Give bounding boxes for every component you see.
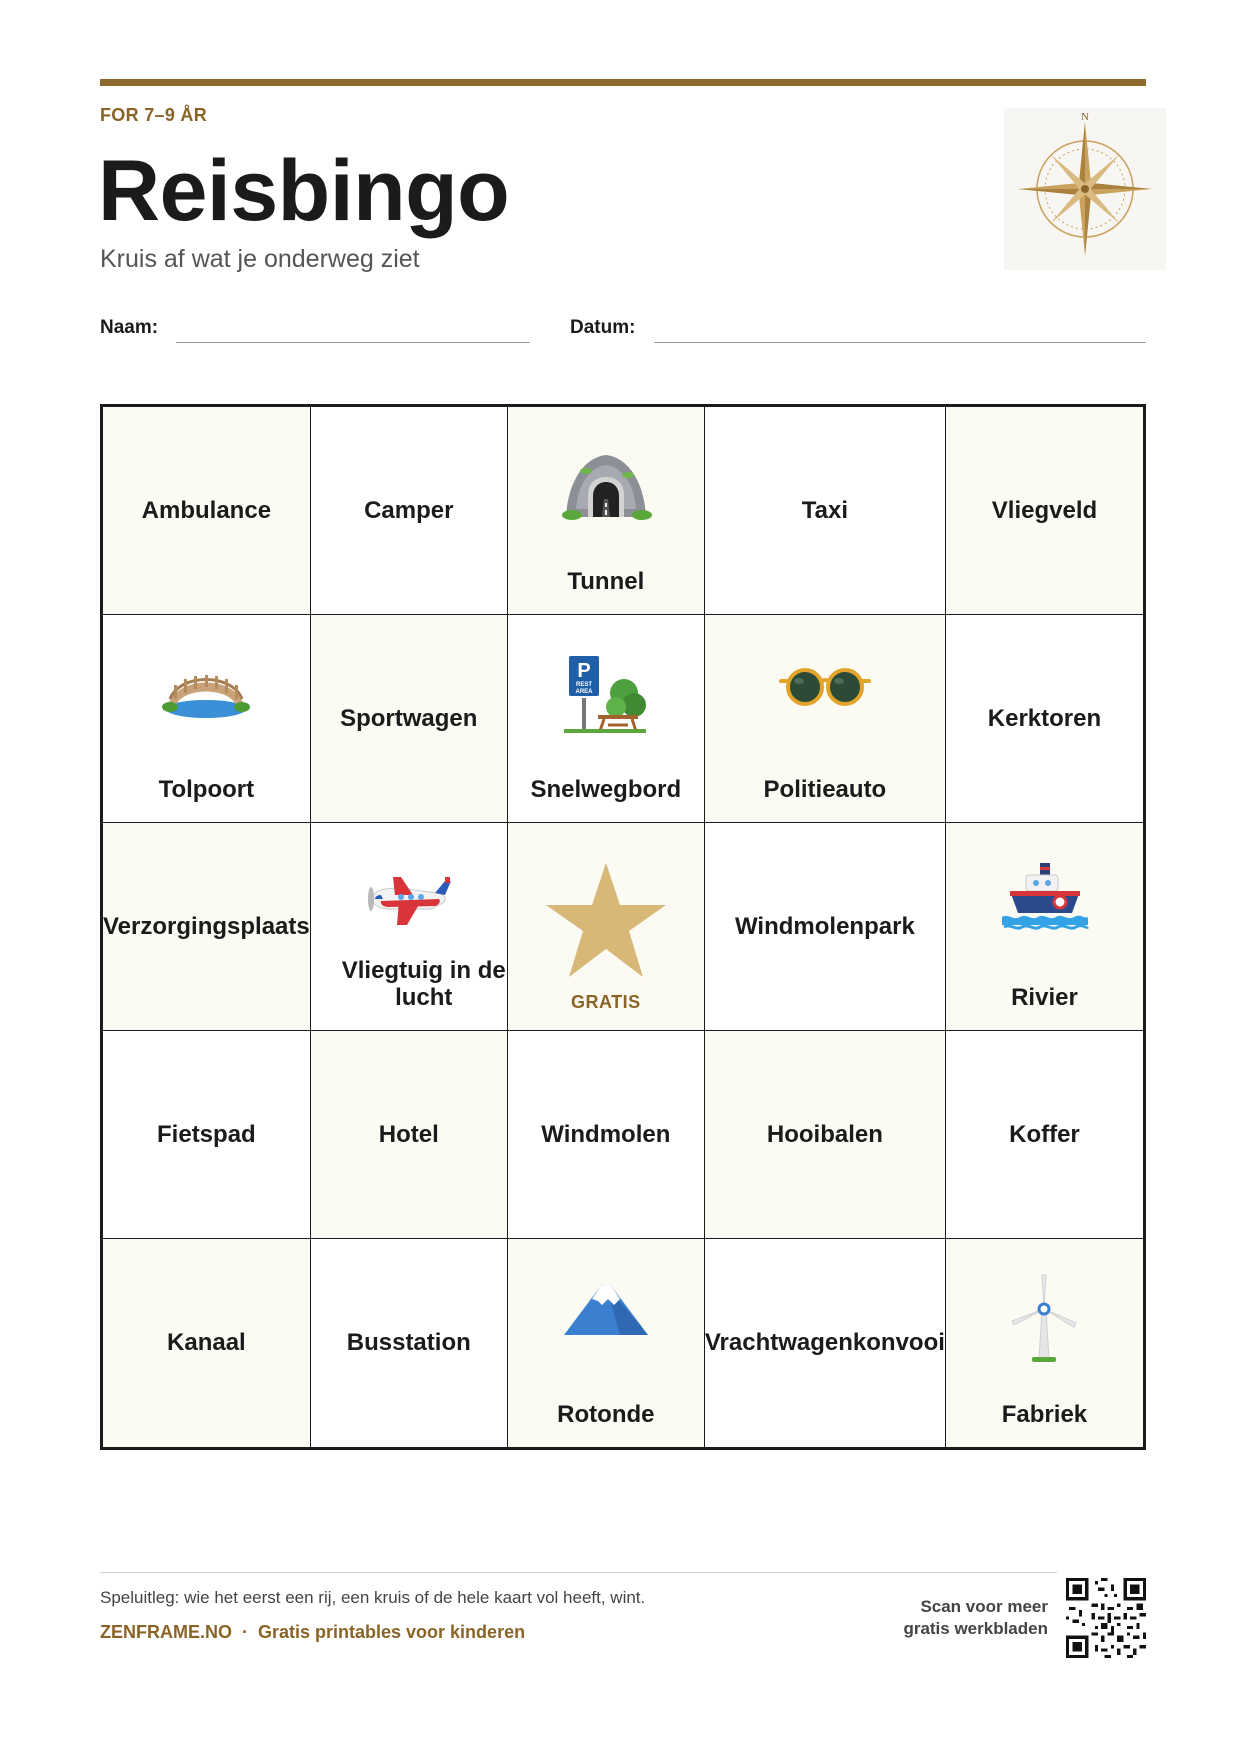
- cell-label: Vrachtwagenkonvooi: [704, 1329, 945, 1357]
- tunnel-icon: [558, 439, 654, 535]
- footer-divider: [100, 1572, 1057, 1573]
- bingo-cell-koffer[interactable]: [946, 1031, 1143, 1239]
- bingo-cell-tolpoort[interactable]: [103, 615, 311, 823]
- page-title: Reisbingo: [98, 143, 510, 239]
- date-write-line[interactable]: [654, 342, 1146, 343]
- mountain-icon: [558, 1271, 654, 1367]
- game-rules: Speluitleg: wie het eerst een rij, een kruis of de hele kaart vol heeft, wint.: [100, 1588, 646, 1607]
- svg-text:REST: REST: [575, 682, 592, 688]
- bingo-cell-busstation[interactable]: [311, 1239, 508, 1447]
- cell-label: Windmolen: [541, 1120, 671, 1148]
- bingo-cell-kanaal[interactable]: [103, 1239, 311, 1447]
- bingo-cell-tunnel[interactable]: [508, 407, 705, 615]
- cell-label: Fabriek: [1001, 1401, 1088, 1429]
- brand-tagline: Gratis printables voor kinderen: [258, 1622, 526, 1642]
- compass-rose-icon: [1004, 108, 1166, 270]
- bingo-cell-hotel[interactable]: [311, 1031, 508, 1239]
- bingo-cell-vliegtuig[interactable]: [311, 823, 508, 1031]
- bingo-cell-rotonde[interactable]: [508, 1239, 705, 1447]
- bingo-grid: [100, 404, 1146, 1450]
- cell-label: Verzorgingsplaats: [103, 912, 310, 940]
- sunglasses-icon: [777, 647, 873, 743]
- scan-line-1: Scan voor meer: [920, 1597, 1048, 1616]
- age-label: FOR 7–9 ÅR: [100, 105, 208, 125]
- airplane-icon: [361, 855, 457, 951]
- qr-code-icon[interactable]: [1066, 1578, 1146, 1658]
- cell-label: Taxi: [801, 496, 849, 524]
- cell-label: Windmolenpark: [734, 912, 915, 940]
- svg-text:P: P: [577, 660, 591, 682]
- bingo-cell-fabriek[interactable]: [946, 1239, 1143, 1447]
- bingo-cell-politieauto[interactable]: [705, 615, 946, 823]
- bingo-cell-windmolen[interactable]: [508, 1031, 705, 1239]
- cell-label: Kerktoren: [987, 704, 1102, 732]
- brand-name[interactable]: ZENFRAME.NO: [100, 1622, 232, 1642]
- bingo-cell-fietspad[interactable]: [103, 1031, 311, 1239]
- bingo-cell-camper[interactable]: [311, 407, 508, 615]
- bingo-cell-hooibalen[interactable]: [705, 1031, 946, 1239]
- bingo-cell-verzorgingsplaats[interactable]: [103, 823, 311, 1031]
- bingo-cell-rivier[interactable]: [946, 823, 1143, 1031]
- bingo-cell-windmolenpark[interactable]: [705, 823, 946, 1031]
- cell-label: Hooibalen: [766, 1120, 883, 1148]
- cell-label: Fietspad: [157, 1120, 256, 1148]
- cell-label: Koffer: [1009, 1120, 1080, 1148]
- bridge-icon: [158, 647, 254, 743]
- cell-label: Rivier: [1011, 984, 1078, 1012]
- page-subtitle: Kruis af wat je onderweg ziet: [100, 245, 420, 273]
- cell-label: Rotonde: [557, 1401, 655, 1429]
- free-space-label: GRATIS: [570, 992, 641, 1012]
- scan-line-2: gratis werkbladen: [903, 1619, 1048, 1639]
- rest-area-sign-icon: [558, 647, 654, 743]
- brand-line: [100, 1622, 525, 1643]
- bingo-cell-kerktoren[interactable]: [946, 615, 1143, 823]
- svg-text:N: N: [1081, 111, 1089, 123]
- cell-label: Politieauto: [763, 776, 887, 804]
- name-write-line[interactable]: [176, 342, 530, 343]
- bingo-cell-snelwegbord[interactable]: [508, 615, 705, 823]
- cell-label: Snelwegbord: [530, 776, 682, 804]
- boat-icon: [996, 855, 1092, 951]
- cell-label: Ambulance: [141, 496, 272, 524]
- date-label: Datum:: [570, 317, 636, 338]
- cell-label: Tolpoort: [158, 776, 255, 804]
- brand-separator: ·: [242, 1622, 248, 1642]
- cell-label: Tunnel: [567, 568, 645, 596]
- cell-label: Kanaal: [167, 1329, 246, 1357]
- cell-label: Hotel: [378, 1120, 439, 1148]
- top-accent-bar: [100, 79, 1146, 86]
- scan-text: [903, 1596, 1048, 1640]
- wind-turbine-icon: [996, 1271, 1092, 1367]
- bingo-cell-vliegveld[interactable]: [946, 407, 1143, 615]
- name-label: Naam:: [100, 317, 159, 338]
- cell-label: Vliegveld: [991, 496, 1098, 524]
- star-icon: [544, 861, 668, 979]
- cell-label: Sportwagen: [340, 704, 478, 732]
- cell-label: Vliegtuig in de lucht: [341, 956, 506, 1012]
- bingo-cell-vrachtwagenkonvooi[interactable]: [705, 1239, 946, 1447]
- bingo-cell-sportwagen[interactable]: [311, 615, 508, 823]
- cell-label: Busstation: [346, 1329, 471, 1357]
- svg-text:AREA: AREA: [575, 689, 593, 695]
- bingo-cell-free[interactable]: [508, 823, 705, 1031]
- bingo-cell-taxi[interactable]: [705, 407, 946, 615]
- cell-label: Camper: [364, 496, 454, 524]
- bingo-cell-ambulance[interactable]: [103, 407, 311, 615]
